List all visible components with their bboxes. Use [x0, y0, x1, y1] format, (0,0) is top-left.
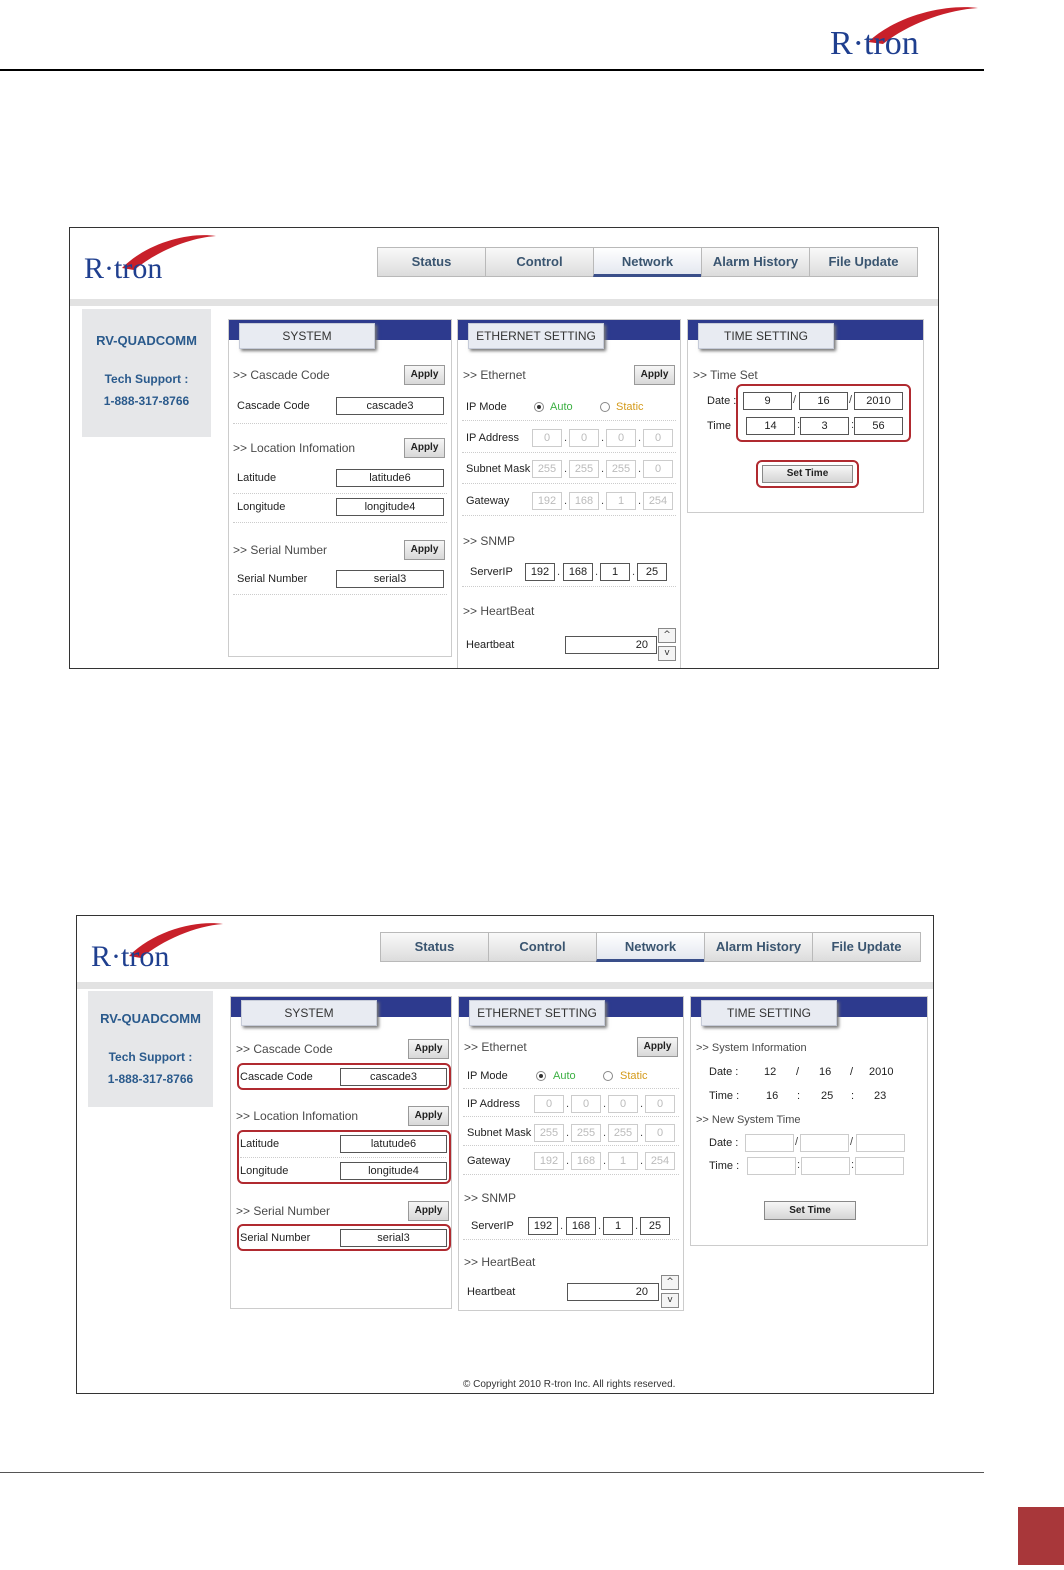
time-panel-title: TIME SETTING	[698, 323, 834, 349]
latitude-input[interactable]: latutude6	[340, 1135, 447, 1153]
tab-file-update[interactable]: File Update	[809, 247, 918, 277]
tab-control[interactable]: Control	[488, 932, 597, 962]
gateway-octet-4[interactable]: 254	[643, 492, 673, 510]
tab-file-update[interactable]: File Update	[812, 932, 921, 962]
highlight-serial-number-row	[237, 1224, 451, 1251]
highlight-cascade-code-row	[237, 1063, 451, 1090]
serial-section-heading: >> Serial Number	[236, 1204, 331, 1218]
cascade-code-label: Cascade Code	[237, 400, 310, 412]
ip-address-octet-4[interactable]: 0	[643, 429, 673, 447]
row-divider	[462, 452, 676, 453]
device-sidebar	[88, 991, 213, 1107]
ip-mode-label: IP Mode	[467, 1070, 508, 1082]
octet-separator: .	[566, 1098, 570, 1110]
tab-network[interactable]: Network	[593, 247, 702, 277]
ip-mode-label: IP Mode	[466, 401, 507, 413]
octet-separator: .	[601, 432, 605, 444]
time-separator: :	[851, 1159, 855, 1171]
subnet-mask-label: Subnet Mask	[467, 1127, 532, 1139]
ip-mode-auto-radio[interactable]	[534, 402, 544, 412]
ip-mode-auto-radio[interactable]	[536, 1071, 546, 1081]
serial-number-input[interactable]: serial3	[340, 1229, 447, 1247]
gateway-octet-2[interactable]: 168	[569, 492, 599, 510]
latitude-label: Latitude	[240, 1138, 280, 1150]
highlight-location-rows	[237, 1130, 451, 1184]
latitude-label: Latitude	[237, 472, 277, 484]
device-name: RV-QUADCOMM	[96, 333, 197, 348]
snmp-section-heading: >> SNMP	[463, 534, 516, 548]
octet-separator: .	[635, 1220, 639, 1232]
date-separator: /	[795, 1136, 799, 1148]
ip-address-octet-4[interactable]: 0	[645, 1095, 675, 1113]
gateway-octet-3[interactable]: 1	[608, 1152, 638, 1170]
system-panel	[228, 319, 452, 657]
rtron-logo	[89, 918, 229, 974]
gateway-octet-2[interactable]: 168	[571, 1152, 601, 1170]
ip-mode-auto-label: Auto	[550, 401, 573, 413]
footer-rule	[0, 1472, 984, 1473]
subnet-mask-octet-4[interactable]: 0	[645, 1124, 675, 1142]
new-time-label: Time :	[709, 1160, 740, 1172]
highlight-set-time-button	[756, 460, 859, 488]
longitude-label: Longitude	[240, 1165, 289, 1177]
time-separator: :	[797, 419, 801, 431]
ethernet-section-heading: >> Ethernet	[463, 368, 526, 382]
copyright-text: © Copyright 2010 R-tron Inc. All rights reserved.	[463, 1379, 676, 1390]
serial-number-input[interactable]: serial3	[336, 570, 444, 588]
ip-address-octet-2[interactable]: 0	[569, 429, 599, 447]
server-ip-label: ServerIP	[470, 566, 513, 578]
system-panel-title: SYSTEM	[241, 1000, 377, 1026]
new-date-year-input[interactable]	[856, 1134, 905, 1152]
octet-separator: .	[603, 1127, 607, 1139]
heartbeat-decrement-button[interactable]: v	[658, 646, 676, 661]
time-separator: :	[797, 1159, 801, 1171]
system-panel	[230, 996, 452, 1309]
octet-separator: .	[638, 432, 642, 444]
system-date-label: Date :	[709, 1066, 739, 1078]
time-second-input[interactable]: 56	[854, 417, 903, 435]
gateway-octet-4[interactable]: 254	[645, 1152, 675, 1170]
subnet-mask-octet-2[interactable]: 255	[571, 1124, 601, 1142]
rtron-logo-text: R·tron	[84, 252, 163, 285]
longitude-label: Longitude	[237, 501, 286, 513]
server-ip-octet-4[interactable]: 25	[637, 563, 667, 581]
subnet-mask-octet-1[interactable]: 255	[534, 1124, 564, 1142]
time-separator: :	[851, 1090, 855, 1102]
system-panel-title: SYSTEM	[239, 323, 375, 349]
row-divider	[463, 1088, 679, 1089]
ethernet-apply-button[interactable]: Apply	[637, 1037, 678, 1057]
time-set-section-heading: >> Time Set	[693, 368, 758, 382]
serial-apply-button[interactable]: Apply	[408, 1201, 449, 1221]
gateway-octet-1[interactable]: 192	[534, 1152, 564, 1170]
row-divider	[233, 423, 447, 424]
row-divider	[233, 522, 447, 523]
date-month-input[interactable]: 9	[743, 392, 792, 410]
new-date-label: Date :	[709, 1137, 739, 1149]
tab-alarm-history[interactable]: Alarm History	[704, 932, 813, 962]
tech-support-phone: 1-888-317-8766	[103, 394, 190, 408]
tab-status[interactable]: Status	[380, 932, 489, 962]
tab-status[interactable]: Status	[377, 247, 486, 277]
system-time-minute: 25	[821, 1090, 834, 1102]
tab-control[interactable]: Control	[485, 247, 594, 277]
time-hour-input[interactable]: 14	[746, 417, 795, 435]
ethernet-panel	[457, 319, 681, 669]
date-label: Date :	[707, 395, 737, 407]
cascade-apply-button[interactable]: Apply	[408, 1039, 449, 1059]
heartbeat-input[interactable]: 20	[567, 1283, 659, 1301]
heartbeat-label: Heartbeat	[466, 639, 515, 651]
date-separator: /	[850, 1136, 854, 1148]
snmp-section-heading: >> SNMP	[464, 1191, 517, 1205]
tech-support-label: Tech Support :	[108, 1050, 193, 1064]
cascade-section-heading: >> Cascade Code	[236, 1042, 333, 1056]
system-time-hour: 16	[766, 1090, 779, 1102]
ip-address-octet-1[interactable]: 0	[534, 1095, 564, 1113]
system-information-section-heading: >> System Information	[696, 1042, 807, 1054]
new-time-hour-input[interactable]	[747, 1157, 796, 1175]
octet-separator: .	[564, 432, 568, 444]
cascade-apply-button[interactable]: Apply	[404, 365, 445, 385]
nav-tabs	[381, 932, 921, 962]
subnet-mask-octet-3[interactable]: 255	[606, 460, 636, 478]
highlight-date-time-fields	[736, 384, 911, 442]
set-time-button[interactable]: Set Time	[764, 1201, 856, 1220]
tech-support-phone: 1-888-317-8766	[107, 1072, 194, 1086]
row-divider	[462, 483, 676, 484]
octet-separator: .	[557, 566, 561, 578]
date-separator: /	[793, 394, 797, 406]
ip-address-octet-1[interactable]: 0	[532, 429, 562, 447]
server-ip-octet-2[interactable]: 168	[566, 1217, 596, 1235]
heartbeat-decrement-button[interactable]: v	[661, 1293, 679, 1308]
octet-separator: .	[560, 1220, 564, 1232]
octet-separator: .	[598, 1220, 602, 1232]
octet-separator: .	[601, 463, 605, 475]
subnet-mask-octet-1[interactable]: 255	[532, 460, 562, 478]
serial-number-label: Serial Number	[240, 1232, 311, 1244]
subnet-mask-label: Subnet Mask	[466, 463, 531, 475]
row-divider	[463, 1116, 679, 1117]
header-divider	[77, 982, 934, 989]
octet-separator: .	[566, 1155, 570, 1167]
set-time-button[interactable]: Set Time	[762, 465, 853, 483]
ethernet-panel-title: ETHERNET SETTING	[469, 1000, 605, 1026]
location-apply-button[interactable]: Apply	[408, 1106, 449, 1126]
heartbeat-label: Heartbeat	[467, 1286, 516, 1298]
date-day-input[interactable]: 16	[799, 392, 848, 410]
gateway-octet-3[interactable]: 1	[606, 492, 636, 510]
longitude-input[interactable]: longitude4	[336, 498, 444, 516]
device-name: RV-QUADCOMM	[100, 1011, 201, 1026]
ip-address-octet-3[interactable]: 0	[608, 1095, 638, 1113]
row-divider	[462, 586, 676, 587]
server-ip-octet-2[interactable]: 168	[563, 563, 593, 581]
system-time-second: 23	[874, 1090, 887, 1102]
rtron-logo-text: R·tron	[91, 940, 170, 973]
time-panel	[690, 996, 928, 1246]
octet-separator: .	[640, 1098, 644, 1110]
octet-separator: .	[601, 495, 605, 507]
row-divider	[462, 420, 676, 421]
time-minute-input[interactable]: 3	[800, 417, 849, 435]
heartbeat-increment-button[interactable]: ^	[658, 628, 676, 643]
tech-support-label: Tech Support :	[104, 372, 189, 386]
system-time-label: Time :	[709, 1090, 740, 1102]
location-section-heading: >> Location Infomation	[233, 441, 356, 455]
serial-apply-button[interactable]: Apply	[404, 540, 445, 560]
screenshot-system-info	[76, 915, 934, 1394]
system-date-year: 2010	[869, 1066, 894, 1078]
cascade-code-input[interactable]: cascade3	[340, 1068, 447, 1086]
heartbeat-section-heading: >> HeartBeat	[463, 604, 535, 618]
tab-alarm-history[interactable]: Alarm History	[701, 247, 810, 277]
gateway-label: Gateway	[467, 1155, 511, 1167]
new-time-second-input[interactable]	[855, 1157, 904, 1175]
row-divider	[463, 1145, 679, 1146]
time-separator: :	[851, 419, 855, 431]
server-ip-octet-3[interactable]: 1	[600, 563, 630, 581]
time-panel-title: TIME SETTING	[701, 1000, 837, 1026]
server-ip-octet-4[interactable]: 25	[640, 1217, 670, 1235]
serial-number-label: Serial Number	[237, 573, 308, 585]
cascade-code-label: Cascade Code	[240, 1071, 313, 1083]
new-date-month-input[interactable]	[745, 1134, 794, 1152]
octet-separator: .	[603, 1098, 607, 1110]
ip-address-octet-3[interactable]: 0	[606, 429, 636, 447]
heartbeat-section-heading: >> HeartBeat	[464, 1255, 536, 1269]
new-time-minute-input[interactable]	[801, 1157, 850, 1175]
location-section-heading: >> Location Infomation	[236, 1109, 359, 1123]
ip-mode-auto-label: Auto	[553, 1070, 576, 1082]
date-separator: /	[850, 1066, 854, 1078]
ip-address-label: IP Address	[467, 1098, 520, 1110]
longitude-input[interactable]: longitude4	[340, 1162, 447, 1180]
cascade-section-heading: >> Cascade Code	[233, 368, 330, 382]
octet-separator: .	[603, 1155, 607, 1167]
rtron-logo	[82, 230, 222, 286]
octet-separator: .	[566, 1127, 570, 1139]
ethernet-panel-title: ETHERNET SETTING	[468, 323, 604, 349]
ethernet-section-heading: >> Ethernet	[464, 1040, 527, 1054]
octet-separator: .	[638, 495, 642, 507]
gateway-label: Gateway	[466, 495, 510, 507]
octet-separator: .	[564, 463, 568, 475]
octet-separator: .	[640, 1127, 644, 1139]
heartbeat-increment-button[interactable]: ^	[661, 1275, 679, 1290]
latitude-input[interactable]: latitude6	[336, 469, 444, 487]
gateway-octet-1[interactable]: 192	[532, 492, 562, 510]
time-panel	[687, 319, 924, 513]
cascade-code-input[interactable]: cascade3	[336, 397, 444, 415]
new-system-time-section-heading: >> New System Time	[696, 1114, 801, 1126]
row-divider	[233, 493, 447, 494]
octet-separator: .	[638, 463, 642, 475]
time-label: Time	[707, 420, 732, 432]
ethernet-apply-button[interactable]: Apply	[634, 365, 675, 385]
rtron-logo	[828, 4, 980, 60]
system-date-day: 16	[819, 1066, 832, 1078]
octet-separator: .	[595, 566, 599, 578]
row-divider	[462, 515, 676, 516]
header-rule	[0, 69, 984, 71]
ip-address-label: IP Address	[466, 432, 519, 444]
date-separator: /	[796, 1066, 800, 1078]
rtron-logo-text: R·tron	[830, 25, 919, 62]
octet-separator: .	[564, 495, 568, 507]
subnet-mask-octet-4[interactable]: 0	[643, 460, 673, 478]
ip-mode-static-radio[interactable]	[600, 402, 610, 412]
row-divider	[463, 1239, 679, 1240]
date-year-input[interactable]: 2010	[854, 392, 903, 410]
ethernet-panel	[458, 996, 684, 1311]
system-date-month: 12	[764, 1066, 777, 1078]
ip-address-octet-2[interactable]: 0	[571, 1095, 601, 1113]
server-ip-label: ServerIP	[471, 1220, 514, 1232]
page-corner-tab	[1018, 1507, 1064, 1565]
row-divider	[463, 1174, 679, 1175]
octet-separator: .	[640, 1155, 644, 1167]
ip-mode-static-radio[interactable]	[603, 1071, 613, 1081]
tab-network[interactable]: Network	[596, 932, 705, 962]
subnet-mask-octet-2[interactable]: 255	[569, 460, 599, 478]
serial-section-heading: >> Serial Number	[233, 543, 328, 557]
row-divider	[233, 594, 447, 595]
date-separator: /	[849, 394, 853, 406]
time-separator: :	[797, 1090, 801, 1102]
ip-mode-static-label: Static	[620, 1070, 648, 1082]
server-ip-octet-1[interactable]: 192	[528, 1217, 558, 1235]
header-divider	[70, 299, 939, 306]
new-date-day-input[interactable]	[800, 1134, 849, 1152]
ip-mode-static-label: Static	[616, 401, 644, 413]
device-sidebar	[82, 309, 211, 437]
location-apply-button[interactable]: Apply	[404, 438, 445, 458]
heartbeat-input[interactable]: 20	[565, 636, 657, 654]
server-ip-octet-3[interactable]: 1	[603, 1217, 633, 1235]
nav-tabs	[378, 247, 918, 277]
server-ip-octet-1[interactable]: 192	[525, 563, 555, 581]
octet-separator: .	[632, 566, 636, 578]
screenshot-time-set	[69, 227, 939, 669]
subnet-mask-octet-3[interactable]: 255	[608, 1124, 638, 1142]
